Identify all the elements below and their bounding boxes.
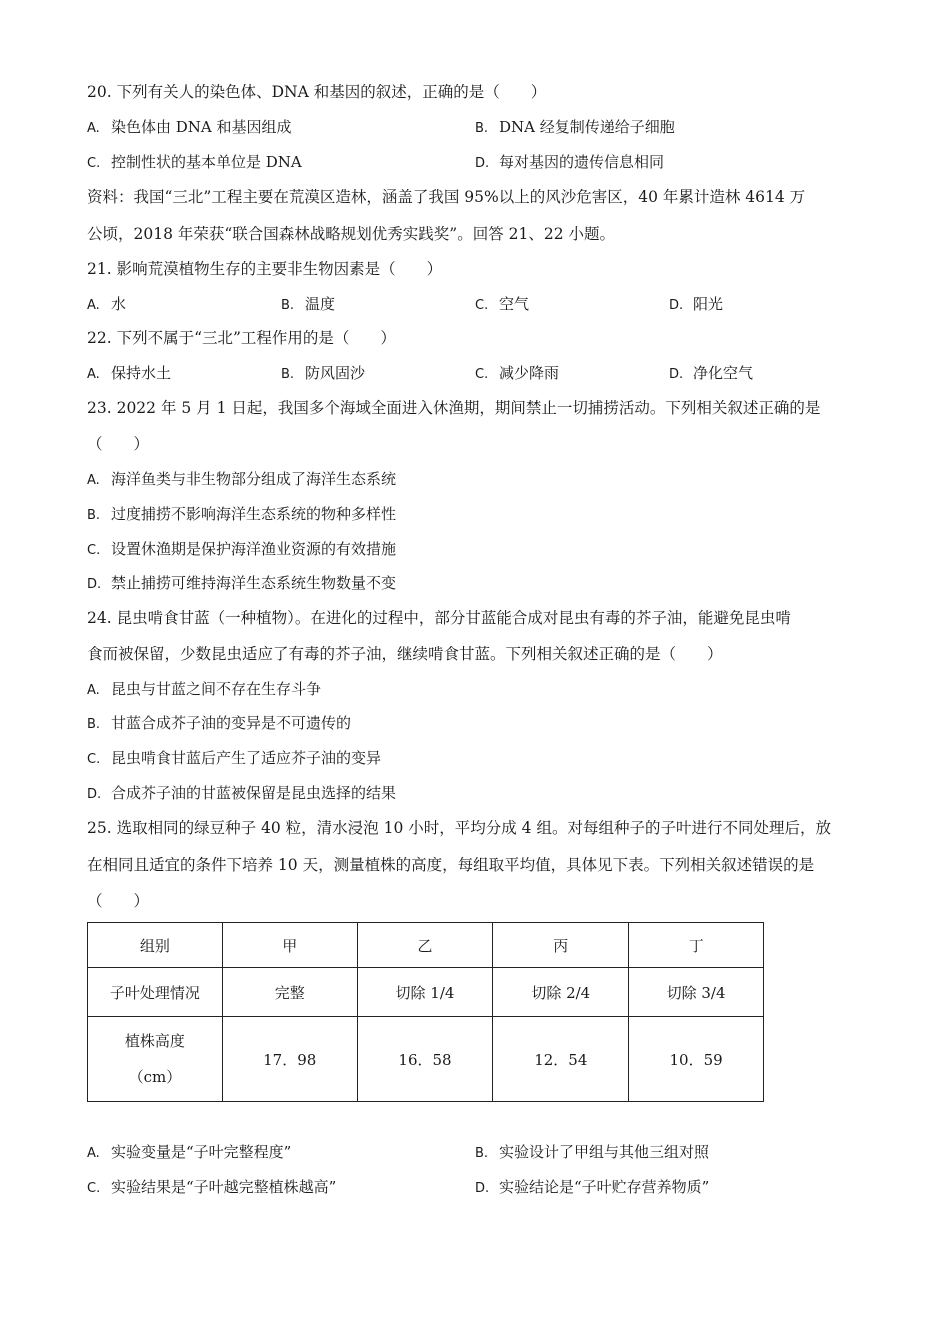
option-letter: B. [281,298,295,313]
option-letter: D. [87,787,102,802]
option-text: 昆虫啃食甘蓝后产生了适应芥子油的变异 [111,749,382,767]
option-text: 保持水土 [111,364,172,382]
option-letter: D. [669,367,684,382]
option-letter: A. [87,367,100,382]
option-text: 禁止捕捞可维持海洋生态系统生物数量不变 [111,574,397,592]
q20-stem: 20. 下列有关人的染色体、DNA 和基因的叙述，正确的是（ ） [87,83,547,101]
option-text: 阳光 [693,295,724,313]
q23-option-b [87,504,396,526]
q25-option-d [475,1177,709,1199]
option-text: 水 [111,295,127,313]
table-cell: 10．59 [629,1017,764,1102]
option-text: DNA 经复制传递给子细胞 [499,118,675,136]
material-line-1: 资料：我国“三北”工程主要在荒漠区造林，涵盖了我国 95%以上的风沙危害区，40 年累计造林 4614 万 [87,188,806,206]
option-text: 温度 [305,295,336,313]
table-cell: 子叶处理情况 [88,968,223,1017]
option-letter: A. [87,1146,100,1161]
q20-option-a [87,117,292,139]
option-letter: C. [87,1181,101,1196]
option-text: 实验变量是“子叶完整程度” [111,1143,292,1161]
q23-stem-line-1: 23. 2022 年 5 月 1 日起，我国多个海域全面进入休渔期，期间禁止一切捕捞活动。下列相关叙述正确的是 [87,399,821,417]
q24-option-d [87,783,396,805]
table-cell: 16．58 [357,1017,493,1102]
material-line-2: 公顷，2018 年荣获“联合国森林战略规划优秀实践奖”。回答 21、22 小题。 [87,225,616,243]
table-header-cell: 乙 [357,923,493,968]
q22-option-c [475,363,559,385]
option-text: 染色体由 DNA 和基因组成 [111,118,292,136]
option-letter: D. [669,298,684,313]
q23-option-d [87,573,396,595]
q22-stem: 22. 下列不属于“三北”工程作用的是（ ） [87,329,396,347]
q24-option-b [87,713,351,735]
table-header-cell: 甲 [222,923,357,968]
q21-option-a [87,294,126,316]
q21-stem: 21. 影响荒漠植物生存的主要非生物因素是（ ） [87,260,443,278]
q21-option-d [669,294,723,316]
table-cell: 12．54 [493,1017,629,1102]
option-text: 过度捕捞不影响海洋生态系统的物种多样性 [111,505,397,523]
option-text: 昆虫与甘蓝之间不存在生存斗争 [111,680,322,698]
option-text: 每对基因的遗传信息相同 [499,153,665,171]
table-header-cell: 组别 [88,923,223,968]
option-text: 设置休渔期是保护海洋渔业资源的有效措施 [111,540,397,558]
option-text: 控制性状的基本单位是 DNA [111,153,302,171]
q24-stem-line-1: 24. 昆虫啃食甘蓝（一种植物）。在进化的过程中，部分甘蓝能合成对昆虫有毒的芥子油，能避免昆虫啃 [87,609,791,627]
option-letter: D. [475,156,490,171]
q22-option-d [669,363,753,385]
q22-option-b [281,363,365,385]
q23-option-a [87,469,396,491]
option-text: 净化空气 [693,364,754,382]
q25-stem-line-2: 在相同且适宜的条件下培养 10 天，测量植株的高度，每组取平均值，具体见下表。下列相关叙述错误的是 [87,856,815,874]
table-row [88,923,764,968]
table-header-cell: 丙 [493,923,629,968]
option-letter: B. [281,367,295,382]
option-text: 实验结论是“子叶贮存营养物质” [499,1178,710,1196]
option-text: 甘蓝合成芥子油的变异是不可遗传的 [111,714,352,732]
q24-stem-line-2: 食而被保留，少数昆虫适应了有毒的芥子油，继续啃食甘蓝。下列相关叙述正确的是（ ） [87,645,723,663]
height-label-line-1: 植株高度 [124,1032,185,1050]
height-label-line-2: （cm） [128,1068,182,1086]
option-letter: B. [87,717,101,732]
q24-option-c [87,748,381,770]
option-letter: B. [87,508,101,523]
option-letter: C. [87,543,101,558]
table-row [88,1017,764,1102]
q25-option-b [475,1142,709,1164]
q21-option-b [281,294,335,316]
q20-option-d [475,152,664,174]
q22-option-a [87,363,171,385]
option-letter: D. [475,1181,490,1196]
table-cell: 切除 3/4 [629,968,764,1017]
q20-option-c [87,152,302,174]
option-letter: D. [87,577,102,592]
table-row [88,968,764,1017]
table-cell: 切除 2/4 [493,968,629,1017]
q25-stem-line-1: 25. 选取相同的绿豆种子 40 粒，清水浸泡 10 小时，平均分成 4 组。对每组种子的子叶进行不同处理后，放 [87,819,831,837]
option-text: 实验结果是“子叶越完整植株越高” [111,1178,337,1196]
option-letter: C. [475,367,489,382]
q20-option-b [475,117,675,139]
option-letter: C. [475,298,489,313]
option-letter: A. [87,121,100,136]
table-header-cell: 丁 [629,923,764,968]
option-letter: C. [87,156,101,171]
q25-option-a [87,1142,291,1164]
option-text: 海洋鱼类与非生物部分组成了海洋生态系统 [111,470,397,488]
table-cell-height-label [88,1017,223,1102]
table-cell: 17．98 [222,1017,357,1102]
option-text: 减少降雨 [499,364,560,382]
q23-stem-line-2: （ ） [87,435,150,453]
option-letter: A. [87,298,100,313]
q23-option-c [87,539,396,561]
option-text: 实验设计了甲组与其他三组对照 [499,1143,710,1161]
option-text: 合成芥子油的甘蓝被保留是昆虫选择的结果 [111,784,397,802]
option-letter: A. [87,683,100,698]
table-cell: 切除 1/4 [357,968,493,1017]
q24-option-a [87,679,321,701]
option-letter: B. [475,1146,489,1161]
option-text: 防风固沙 [305,364,366,382]
table-cell: 完整 [222,968,357,1017]
q25-option-c [87,1177,336,1199]
q25-data-table [87,922,764,1102]
option-text: 空气 [499,295,530,313]
q21-option-c [475,294,529,316]
option-letter: A. [87,473,100,488]
option-letter: C. [87,752,101,767]
q25-stem-line-3: （ ） [87,892,150,910]
option-letter: B. [475,121,489,136]
